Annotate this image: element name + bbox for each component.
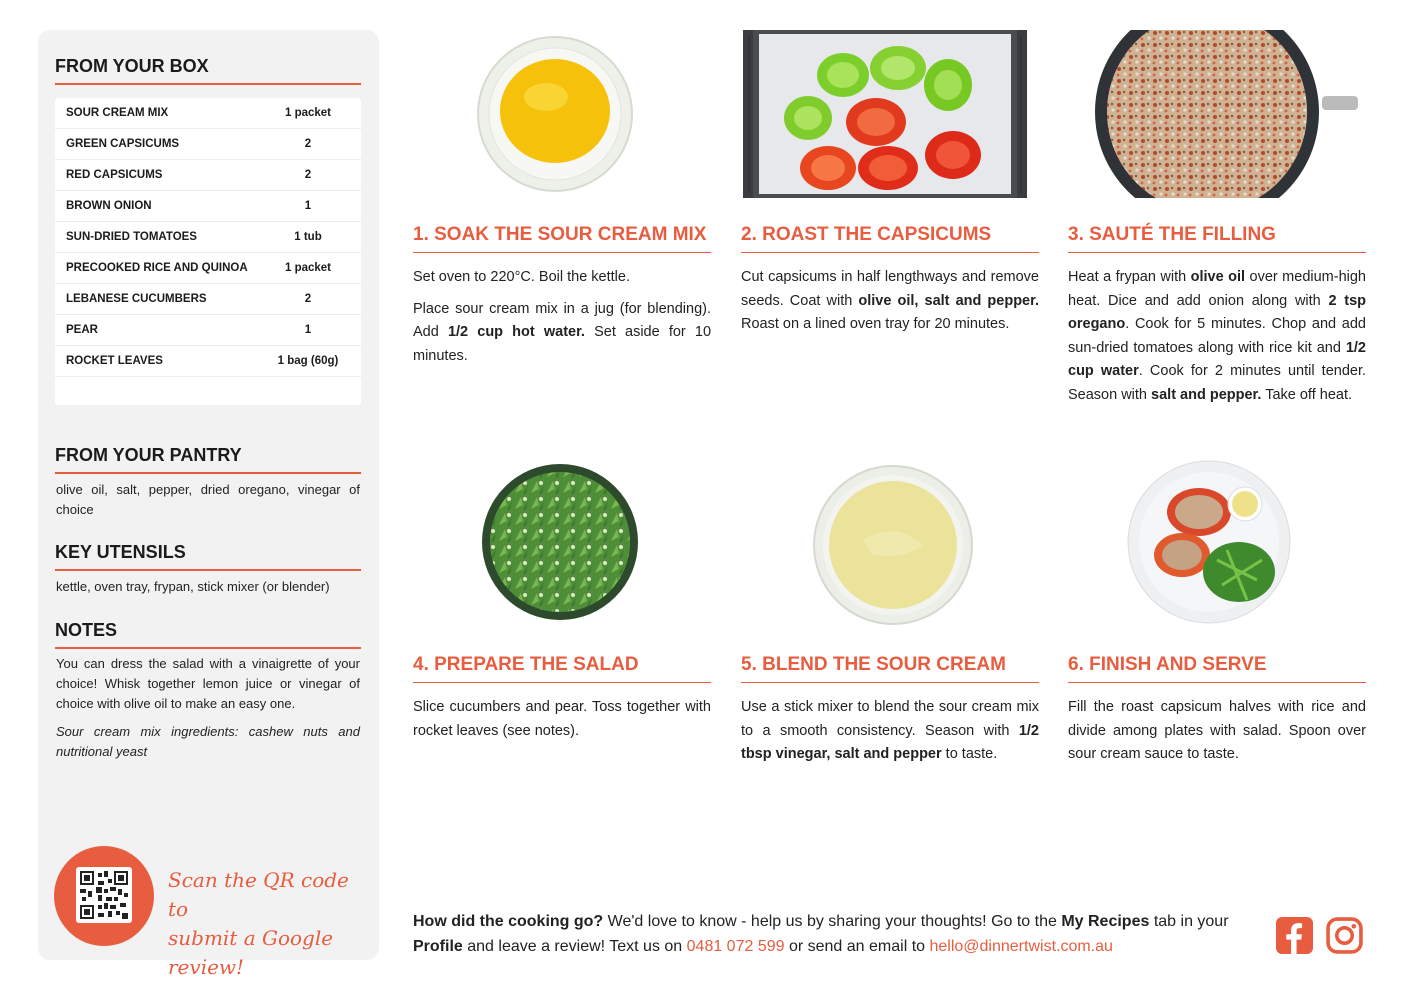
footer-question: How did the cooking go?	[413, 913, 604, 930]
ingredient-name: LEBANESE CUCUMBERS	[66, 293, 207, 305]
my-recipes-label: My Recipes	[1061, 913, 1150, 930]
ingredient-row	[55, 98, 361, 129]
ingredient-qty: 2	[304, 293, 312, 305]
ingredient-qty: 1	[304, 200, 312, 212]
profile-label: Profile	[413, 938, 463, 955]
ingredient-name: RED CAPSICUMS	[66, 169, 163, 181]
ingredient-qty: 1 packet	[284, 107, 332, 119]
instagram-icon[interactable]	[1326, 917, 1363, 954]
ingredient-qty: 1 packet	[284, 262, 332, 274]
ingredient-row	[55, 129, 361, 160]
ingredient-name: SUN-DRIED TOMATOES	[66, 231, 197, 243]
ingredient-name: PRECOOKED RICE AND QUINOA	[66, 262, 248, 274]
blended-sour-cream-photo	[813, 465, 973, 625]
ingredient-qty: 2	[304, 138, 312, 150]
ingredient-qty: 1 bag (60g)	[277, 355, 339, 367]
ingredient-qty: 1 tub	[294, 231, 322, 243]
qr-badge	[54, 846, 154, 946]
step-1-paragraph: Place sour cream mix in a jug (for blending). Add 1/2 cup hot water. Set aside for 10 minutes.	[413, 300, 712, 364]
notes-text: You can dress the salad with a vinaigrette of your choice! Whisk together lemon juice or vinegar of choice with olive oil to make an easy one.	[56, 656, 360, 711]
qr-callout-line: submit a Google review!	[168, 926, 334, 979]
step-6-title: 6. FINISH AND SERVE	[1068, 654, 1366, 683]
facebook-icon[interactable]	[1276, 917, 1313, 954]
step-1-paragraph: Set oven to 220°C. Boil the kettle.	[413, 269, 630, 285]
notes-title: NOTES	[55, 620, 361, 649]
ingredient-name: ROCKET LEAVES	[66, 355, 163, 367]
utensils-text: kettle, oven tray, frypan, stick mixer (or blender)	[56, 579, 330, 594]
ingredient-row	[55, 160, 361, 191]
ingredient-row	[55, 222, 361, 253]
step-3-paragraph: Heat a frypan with olive oil over medium-high heat. Dice and add onion along with 2 tsp oregano. Cook for 5 minutes. Chop and add sun-dried tomatoes along with rice kit and 1/2 cup water. Cook for 2 minutes until tender. Season with salt and pepper. Take off heat.	[1068, 269, 1367, 403]
key-utensils-title: KEY UTENSILS	[55, 542, 361, 571]
capsicums-tray-photo	[743, 30, 1027, 198]
ingredient-row	[55, 315, 361, 346]
step-4-body	[413, 696, 711, 751]
ingredient-row	[55, 284, 361, 315]
email-link[interactable]: hello@dinnertwist.com.au	[929, 938, 1113, 955]
ingredient-row	[55, 253, 361, 284]
ingredient-name: SOUR CREAM MIX	[66, 107, 169, 119]
from-your-box-title: FROM YOUR BOX	[55, 56, 361, 85]
filling-frypan-photo	[1092, 30, 1358, 198]
sidebar	[38, 30, 379, 979]
sour-cream-mix-photo	[476, 35, 634, 193]
step-2-paragraph: Cut capsicums in half lengthways and remove seeds. Coat with olive oil, salt and pepper. Roast on a lined oven tray for 20 minutes.	[741, 269, 1039, 332]
finished-dish-photo	[1127, 460, 1291, 624]
step-2-body	[741, 266, 1039, 345]
review-footer: How did the cooking go? We'd love to know - help us by sharing your thoughts! Go to the My Recipes tab in your Profile and leave a review! Text us on 0481 072 599 or send an email to hello@dinnertwist.com.au	[413, 913, 1229, 955]
step-1-body	[413, 266, 711, 376]
ingredient-name: BROWN ONION	[66, 200, 152, 212]
pantry-text: olive oil, salt, pepper, dried oregano, vinegar of choice	[56, 482, 360, 517]
salad-bowl-photo	[481, 463, 639, 621]
step-5-paragraph: Use a stick mixer to blend the sour cream mix to a smooth consistency. Season with 1/2 tbsp vinegar, salt and pepper to taste.	[741, 699, 1039, 762]
ingredient-row	[55, 346, 361, 377]
phone-link[interactable]: 0481 072 599	[686, 938, 785, 955]
qr-code-icon	[80, 871, 128, 919]
step-5-title: 5. BLEND THE SOUR CREAM	[741, 654, 1039, 683]
ingredient-row	[55, 191, 361, 222]
ingredient-qty: 1	[304, 324, 312, 336]
ingredient-qty: 2	[304, 169, 312, 181]
step-2-title: 2. ROAST THE CAPSICUMS	[741, 224, 1039, 253]
ingredients-table	[55, 98, 361, 405]
qr-callout-line: Scan the QR code to	[168, 868, 349, 921]
step-6-body	[1068, 696, 1366, 775]
qr-callout	[168, 866, 368, 982]
step-5-body	[741, 696, 1039, 775]
step-1-title: 1. SOAK THE SOUR CREAM MIX	[413, 224, 711, 253]
step-6-paragraph: Fill the roast capsicum halves with rice and divide among plates with salad. Spoon over sour cream sauce to taste.	[1068, 699, 1366, 762]
step-3-body	[1068, 266, 1366, 415]
qr-code[interactable]	[76, 867, 132, 923]
notes-italic-text: Sour cream mix ingredients: cashew nuts and nutritional yeast	[56, 724, 360, 759]
ingredient-name: PEAR	[66, 324, 98, 336]
ingredient-name: GREEN CAPSICUMS	[66, 138, 180, 150]
step-3-title: 3. SAUTÉ THE FILLING	[1068, 224, 1366, 253]
from-your-pantry-title: FROM YOUR PANTRY	[55, 445, 361, 474]
step-4-title: 4. PREPARE THE SALAD	[413, 654, 711, 683]
step-4-paragraph: Slice cucumbers and pear. Toss together with rocket leaves (see notes).	[413, 699, 711, 739]
